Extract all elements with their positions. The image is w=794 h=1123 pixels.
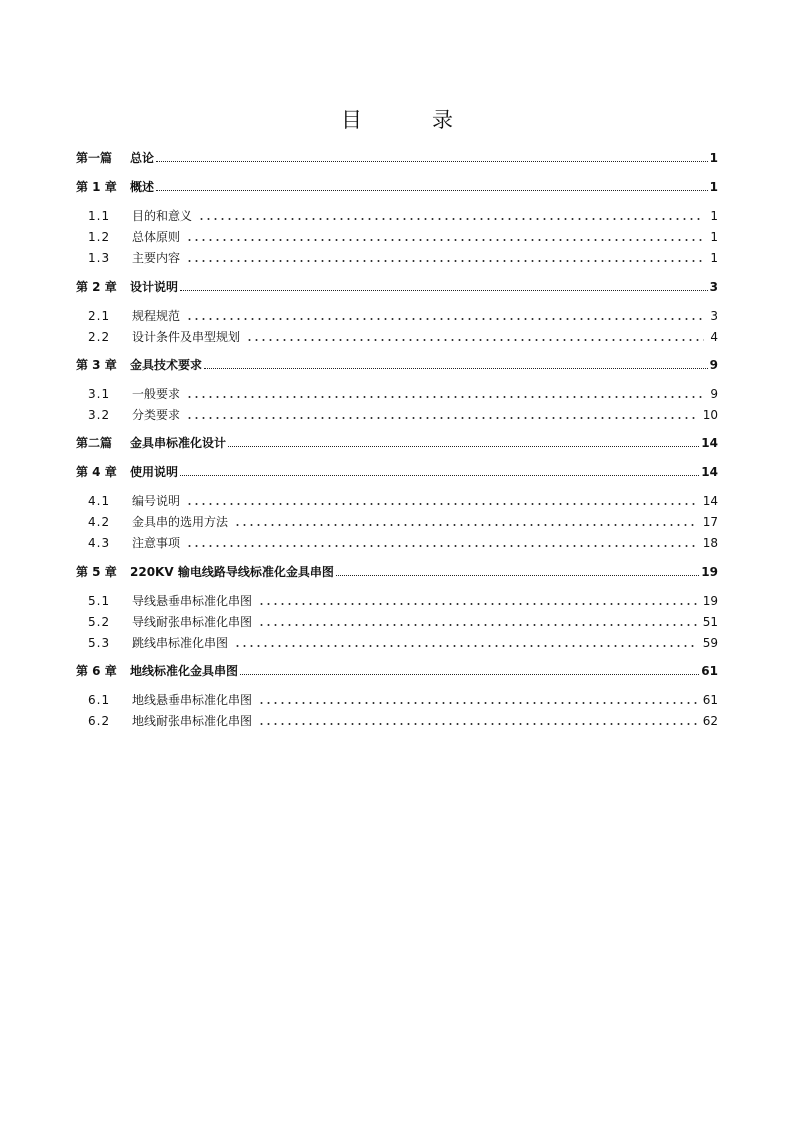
toc-entry-label: 设计说明 [130, 280, 179, 294]
toc-entry-page: 9 [709, 358, 718, 372]
toc-entry-page: 1 [710, 209, 718, 223]
toc-entry-number: 3.1 [88, 387, 111, 401]
toc-entry-label: 地线耐张串标准化串图 [132, 714, 253, 728]
toc-entry-number: 5.3 [88, 636, 111, 650]
toc-entry-label: 使用说明 [130, 465, 179, 479]
toc-entry-label: 主要内容 [132, 251, 181, 265]
toc-entry[interactable] [88, 405, 718, 423]
toc-entry-number: 5.1 [88, 594, 111, 608]
toc-dot-leader [228, 445, 699, 447]
toc-entry-number: 1.2 [88, 230, 111, 244]
toc-dot-leader [186, 417, 697, 419]
toc-entry[interactable] [88, 227, 718, 245]
toc-entry[interactable] [76, 661, 718, 679]
toc-entry-page: 1 [709, 180, 718, 194]
toc-entry-number: 第 2 章 [76, 280, 117, 294]
toc-entry[interactable] [88, 533, 718, 551]
toc-entry[interactable] [76, 177, 718, 195]
toc-entry[interactable] [76, 433, 718, 451]
toc-entry-page: 10 [702, 408, 718, 422]
toc-entry[interactable] [88, 512, 718, 530]
toc-dot-leader [186, 503, 697, 505]
toc-entry-label: 概述 [130, 180, 155, 194]
toc-entry-number: 3.2 [88, 408, 111, 422]
toc-entry-page: 3 [710, 309, 718, 323]
toc-entry-label: 金具串的选用方法 [132, 515, 229, 529]
toc-entry-label: 地线悬垂串标准化串图 [132, 693, 253, 707]
toc-entry[interactable] [88, 633, 718, 651]
toc-dot-leader [234, 645, 697, 647]
toc-entry-page: 61 [702, 693, 718, 707]
toc-entry-number: 第一篇 [76, 151, 113, 165]
toc-entry-number: 第 4 章 [76, 465, 117, 479]
toc-entry-number: 第 5 章 [76, 565, 117, 579]
toc-entry-label: 导线耐张串标准化串图 [132, 615, 253, 629]
toc-entry-page: 19 [702, 594, 718, 608]
toc-entry-page: 14 [702, 494, 718, 508]
toc-entry-label: 分类要求 [132, 408, 181, 422]
toc-entry-number: 第 6 章 [76, 664, 117, 678]
toc-entry[interactable] [76, 462, 718, 480]
toc-dot-leader [204, 367, 708, 369]
toc-entry-page: 9 [710, 387, 718, 401]
toc-entry-label: 总论 [130, 151, 155, 165]
toc-entry-label: 导线悬垂串标准化串图 [132, 594, 253, 608]
toc-dot-leader [258, 723, 697, 725]
toc-dot-leader [180, 474, 699, 476]
title-char-1: 目 [341, 108, 362, 132]
toc-entry[interactable] [88, 248, 718, 266]
toc-entry-page: 62 [702, 714, 718, 728]
toc-dot-leader [186, 239, 704, 241]
toc-entry[interactable] [88, 491, 718, 509]
toc-entry-label: 目的和意义 [132, 209, 193, 223]
toc-entry[interactable] [88, 711, 718, 729]
toc-entry[interactable] [88, 612, 718, 630]
toc-dot-leader [156, 189, 708, 191]
toc-dot-leader [258, 702, 697, 704]
toc-dot-leader [240, 673, 699, 675]
toc-entry-label: 规程规范 [132, 309, 181, 323]
toc-entry-label: 跳线串标准化串图 [132, 636, 229, 650]
toc-entry-number: 4.1 [88, 494, 111, 508]
toc-dot-leader [186, 318, 704, 320]
toc-entry-label: 设计条件及串型规划 [132, 330, 241, 344]
toc-entry-label: 220KV 输电线路导线标准化金具串图 [130, 565, 334, 579]
toc-entry-number: 2.2 [88, 330, 111, 344]
toc-entry-label: 地线标准化金具串图 [130, 664, 239, 678]
toc-entry-page: 4 [710, 330, 718, 344]
toc-dot-leader [258, 624, 697, 626]
page-title [0, 104, 794, 134]
toc-entry-page: 14 [701, 465, 718, 479]
title-char-2: 录 [432, 108, 453, 132]
toc-dot-leader [186, 396, 704, 398]
toc-entry-page: 1 [710, 230, 718, 244]
toc-entry-label: 注意事项 [132, 536, 181, 550]
toc-entry-number: 4.2 [88, 515, 111, 529]
toc-entry-number: 第二篇 [76, 436, 113, 450]
toc-dot-leader [336, 574, 699, 576]
toc-entry[interactable] [76, 562, 718, 580]
toc-dot-leader [258, 603, 697, 605]
toc-dot-leader [234, 524, 697, 526]
toc-entry[interactable] [88, 690, 718, 708]
toc-entry[interactable] [76, 277, 718, 295]
toc-entry[interactable] [88, 384, 718, 402]
toc-entry-page: 3 [709, 280, 718, 294]
toc-entry-number: 2.1 [88, 309, 111, 323]
toc-entry-label: 总体原则 [132, 230, 181, 244]
toc-entry-number: 4.3 [88, 536, 111, 550]
toc-entry-page: 17 [702, 515, 718, 529]
toc-entry[interactable] [88, 591, 718, 609]
toc-entry-page: 14 [701, 436, 718, 450]
toc-entry[interactable] [76, 148, 718, 166]
toc-entry-page: 1 [709, 151, 718, 165]
toc-entry-label: 金具串标准化设计 [130, 436, 227, 450]
toc-entry[interactable] [88, 327, 718, 345]
toc-dot-leader [198, 218, 704, 220]
toc-entry-number: 6.1 [88, 693, 111, 707]
toc-entry[interactable] [76, 355, 718, 373]
toc-entry[interactable] [88, 206, 718, 224]
toc-entry-page: 1 [710, 251, 718, 265]
toc-entry-number: 5.2 [88, 615, 111, 629]
toc-entry-page: 51 [702, 615, 718, 629]
toc-entry-page: 61 [701, 664, 718, 678]
toc-dot-leader [186, 545, 697, 547]
toc-entry[interactable] [88, 306, 718, 324]
toc-entry-page: 19 [701, 565, 718, 579]
toc-entry-page: 59 [702, 636, 718, 650]
toc-entry-number: 6.2 [88, 714, 111, 728]
toc-dot-leader [156, 160, 708, 162]
toc-dot-leader [246, 339, 704, 341]
toc-entry-label: 编号说明 [132, 494, 181, 508]
toc-entry-label: 金具技术要求 [130, 358, 203, 372]
toc-entry-number: 第 3 章 [76, 358, 117, 372]
toc-entry-label: 一般要求 [132, 387, 181, 401]
toc-dot-leader [180, 289, 708, 291]
toc-entry-number: 1.3 [88, 251, 111, 265]
toc-entry-number: 1.1 [88, 209, 111, 223]
toc-entry-number: 第 1 章 [76, 180, 117, 194]
toc-dot-leader [186, 260, 704, 262]
toc-entry-page: 18 [702, 536, 718, 550]
